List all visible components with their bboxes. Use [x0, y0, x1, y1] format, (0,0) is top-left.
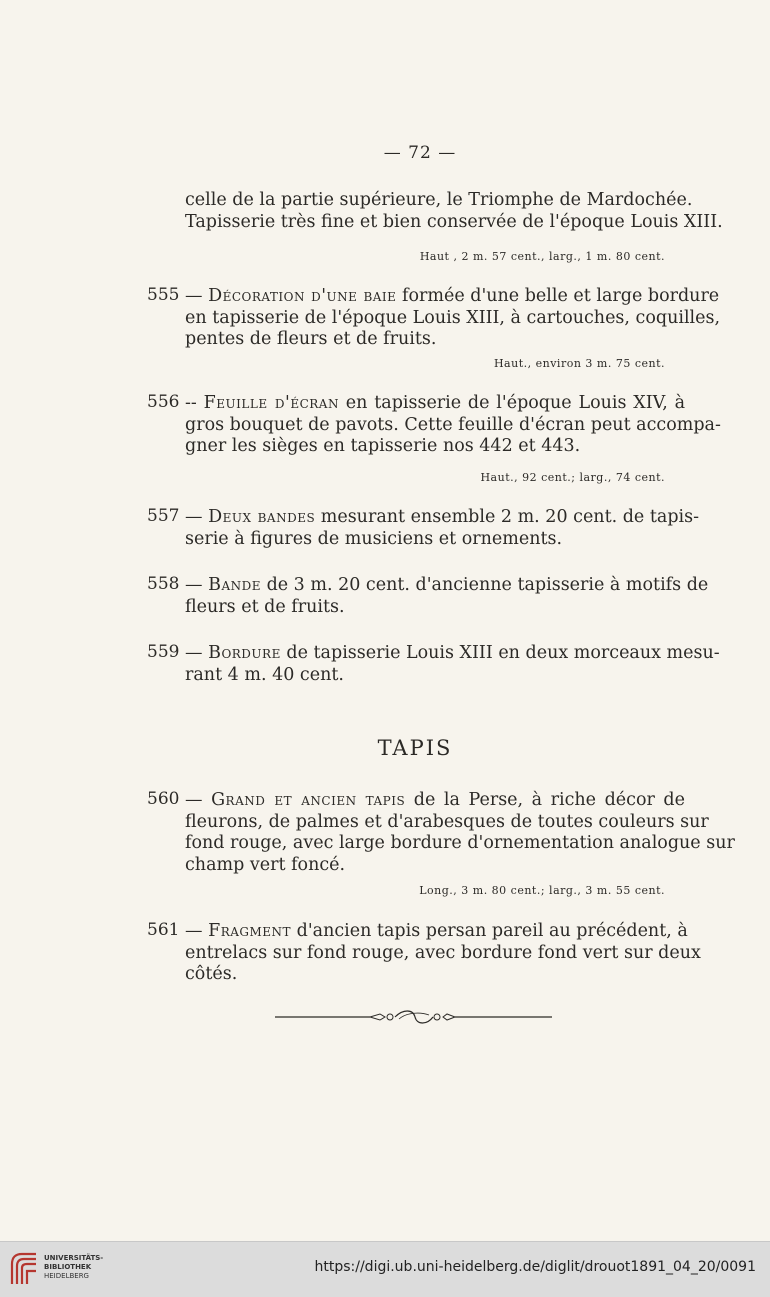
intro-measure: Haut , 2 m. 57 cent., larg., 1 m. 80 cent.: [419, 250, 665, 263]
lot-dash: —: [185, 643, 209, 663]
lot-text: formée d'une belle et large bordure: [396, 286, 720, 306]
lot-text: côtés.: [185, 964, 238, 984]
lot-text: pentes de fleurs et de fruits.: [185, 329, 437, 349]
lot-text: de la Perse, à riche décor de: [405, 790, 685, 810]
lot-number: 560: [147, 789, 180, 809]
university-library-logo-icon: [8, 1250, 40, 1288]
intro-paragraph: [185, 190, 723, 233]
viewer-footer: [0, 1241, 770, 1297]
lot-text: rant 4 m. 40 cent.: [185, 664, 344, 685]
lot-text: d'ancien tapis persan pareil au précédent, à: [291, 921, 688, 941]
library-name-line: UNIVERSITÄTS-: [44, 1254, 104, 1262]
ornament-divider: [275, 1006, 552, 1028]
library-name-line: BIBLIOTHEK: [44, 1263, 92, 1271]
lot-entry-558: [185, 575, 709, 618]
library-name-line: HEIDELBERG: [44, 1272, 89, 1280]
lot-number: 558: [147, 574, 180, 594]
lot-text: entrelacs sur fond rouge, avec bordure fond vert sur deux: [185, 942, 701, 963]
lot-measure: Haut., environ 3 m. 75 cent.: [493, 357, 665, 370]
lot-text: gros bouquet de pavots. Cette feuille d'écran peut accompa-: [185, 414, 721, 435]
lot-number: 556: [147, 392, 180, 412]
intro-line: Tapisserie très fine et bien conservée de l'époque Louis XIII.: [185, 211, 723, 232]
lot-dash: —: [185, 921, 209, 941]
lot-dash: —: [185, 507, 209, 527]
lot-text: gner les sièges en tapisserie nos 442 et 443.: [185, 436, 581, 456]
lot-entry-555: [185, 286, 721, 351]
lot-title: Feuille d'écran: [203, 393, 339, 413]
library-name: [44, 1254, 103, 1281]
lot-dash: —: [185, 575, 209, 595]
lot-title: Bordure: [208, 643, 281, 663]
lot-dash: --: [185, 393, 204, 413]
lot-text: de 3 m. 20 cent. d'ancienne tapisserie à motifs de: [261, 575, 709, 595]
lot-text: fleurs et de fruits.: [185, 596, 345, 617]
permalink-url[interactable]: https://digi.ub.uni-heidelberg.de/diglit/drouot1891_04_20/0091: [314, 1259, 756, 1275]
lot-title: Décoration d'une baie: [208, 286, 397, 306]
section-heading: TAPIS: [377, 736, 453, 760]
lot-text: fleurons, de palmes et d'arabesques de toutes couleurs sur: [185, 811, 709, 832]
lot-dash: —: [185, 790, 212, 810]
lot-text: serie à figures de musiciens et ornements.: [185, 528, 563, 549]
lot-entry-557: [185, 507, 700, 550]
lot-number: 557: [147, 506, 180, 526]
lot-text: fond rouge, avec large bordure d'ornementation analogue sur: [185, 833, 735, 853]
lot-entry-556: [185, 393, 721, 458]
lot-text: de tapisserie Louis XIII en deux morceaux mesu-: [280, 643, 720, 663]
intro-line: celle de la partie supérieure, le Triomphe de Mardochée.: [185, 190, 693, 210]
lot-dash: —: [185, 286, 209, 306]
lot-text: mesurant ensemble 2 m. 20 cent. de tapis-: [315, 507, 700, 527]
page-number: — 72 —: [383, 143, 457, 163]
lot-measure: Haut., 92 cent.; larg., 74 cent.: [480, 471, 665, 484]
lot-entry-560: [185, 790, 735, 876]
lot-title: Fragment: [208, 921, 292, 941]
lot-text: en tapisserie de l'époque Louis XIV, à: [338, 393, 686, 413]
lot-text: champ vert foncé.: [185, 854, 346, 875]
lot-entry-561: [185, 921, 701, 986]
lot-text: en tapisserie de l'époque Louis XIII, à cartouches, coquilles,: [185, 307, 721, 328]
lot-title: Bande: [208, 575, 261, 595]
lot-number: 555: [147, 285, 180, 305]
lot-title: Deux bandes: [208, 507, 316, 527]
lot-measure: Long., 3 m. 80 cent.; larg., 3 m. 55 cent.: [419, 884, 665, 897]
lot-number: 559: [147, 642, 180, 662]
lot-number: 561: [147, 920, 180, 940]
lot-entry-559: [185, 643, 720, 686]
lot-title: Grand et ancien tapis: [211, 790, 406, 810]
